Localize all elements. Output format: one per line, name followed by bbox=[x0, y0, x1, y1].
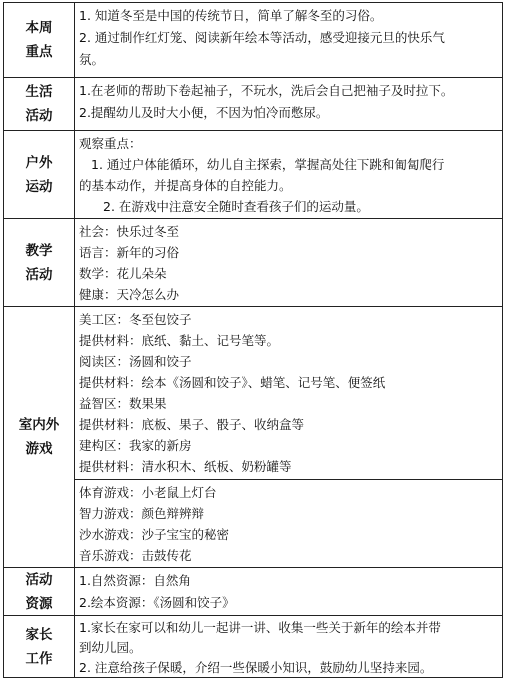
text-line: 语言：新年的习俗 bbox=[79, 245, 180, 260]
row-activity-resources bbox=[3, 568, 503, 616]
text-line: 阅读区：汤圆和饺子 bbox=[79, 354, 192, 369]
row-label: 教学 活动 bbox=[4, 219, 75, 306]
row-label: 生活 活动 bbox=[4, 78, 75, 130]
text-line: 到幼儿园。 bbox=[79, 640, 142, 655]
text-line: 提供材料：底板、果子、骰子、收纳盒等 bbox=[79, 417, 305, 432]
row-parent-work bbox=[3, 616, 503, 678]
text-line: 益智区：数果果 bbox=[79, 396, 167, 411]
text-line: 2.绘本资源：《汤圆和饺子》 bbox=[79, 595, 235, 610]
row-content bbox=[75, 480, 502, 567]
row-label: 户外 运动 bbox=[4, 131, 75, 218]
text-line: 2. 在游戏中注意安全随时查看孩子们的运动量。 bbox=[103, 199, 369, 214]
row-content bbox=[75, 3, 502, 77]
row-content bbox=[75, 78, 502, 130]
text-line: 1.在老师的帮助下卷起袖子，不玩水，洗后会自己把袖子及时拉下。 bbox=[79, 83, 454, 98]
text-line: 建构区：我家的新房 bbox=[79, 438, 192, 453]
row-content bbox=[75, 131, 502, 218]
text-line: 沙水游戏：沙子宝宝的秘密 bbox=[79, 527, 230, 542]
row-content bbox=[75, 616, 502, 677]
row-life-activity bbox=[3, 78, 503, 131]
text-line: 提供材料：底纸、黏土、记号笔等。 bbox=[79, 333, 280, 348]
text-line: 提供材料：清水积木、纸板、奶粉罐等 bbox=[79, 459, 292, 474]
text-line: 1. 知道冬至是中国的传统节日，简单了解冬至的习俗。 bbox=[79, 8, 383, 23]
text-line: 2.提醒幼儿及时大小便，不因为怕冷而憋尿。 bbox=[79, 105, 329, 120]
row-content bbox=[75, 568, 502, 615]
text-line: 2. 注意给孩子保暖，介绍一些保暖小知识，鼓励幼儿坚持来园。 bbox=[79, 660, 433, 675]
text-line: 体育游戏：小老鼠上灯台 bbox=[79, 485, 217, 500]
text-line: 1.家长在家可以和幼儿一起讲一讲、收集一些关于新年的绘本并带 bbox=[79, 620, 441, 635]
row-content bbox=[75, 219, 502, 306]
text-line: 1.自然资源：自然角 bbox=[79, 573, 191, 588]
row-content-areas bbox=[75, 307, 502, 479]
row-label: 家长 工作 bbox=[4, 616, 75, 677]
row-teaching-activity bbox=[3, 219, 503, 307]
text-line: 的基本动作，并提高身体的自控能力。 bbox=[79, 178, 292, 193]
text-line: 观察重点： bbox=[79, 136, 142, 151]
row-content-games bbox=[75, 479, 502, 567]
text-line: 美工区：冬至包饺子 bbox=[79, 312, 192, 327]
row-indoor-outdoor-games bbox=[3, 307, 503, 568]
row-weekly-focus bbox=[3, 2, 503, 78]
text-line: 数学：花儿朵朵 bbox=[79, 266, 167, 281]
row-label: 室内外 游戏 bbox=[4, 307, 75, 567]
weekly-plan-table bbox=[3, 2, 503, 678]
text-line: 提供材料：绘本《汤圆和饺子》、蜡笔、记号笔、便签纸 bbox=[79, 375, 386, 390]
text-line: 1. 通过户体能循环，幼儿自主探索，掌握高处往下跳和匍匐爬行 bbox=[91, 157, 445, 172]
row-outdoor-sports bbox=[3, 131, 503, 219]
text-line: 智力游戏：颜色辩辨辩 bbox=[79, 506, 205, 521]
row-label: 活动 资源 bbox=[4, 568, 75, 615]
text-line: 音乐游戏：击鼓传花 bbox=[79, 548, 192, 563]
text-line: 健康：天冷怎么办 bbox=[79, 287, 180, 302]
row-label: 本周 重点 bbox=[4, 3, 75, 77]
text-line: 社会：快乐过冬至 bbox=[79, 224, 180, 239]
text-line: 氛。 bbox=[79, 52, 105, 67]
text-line: 2. 通过制作红灯笼、阅读新年绘本等活动，感受迎接元旦的快乐气 bbox=[79, 30, 445, 45]
